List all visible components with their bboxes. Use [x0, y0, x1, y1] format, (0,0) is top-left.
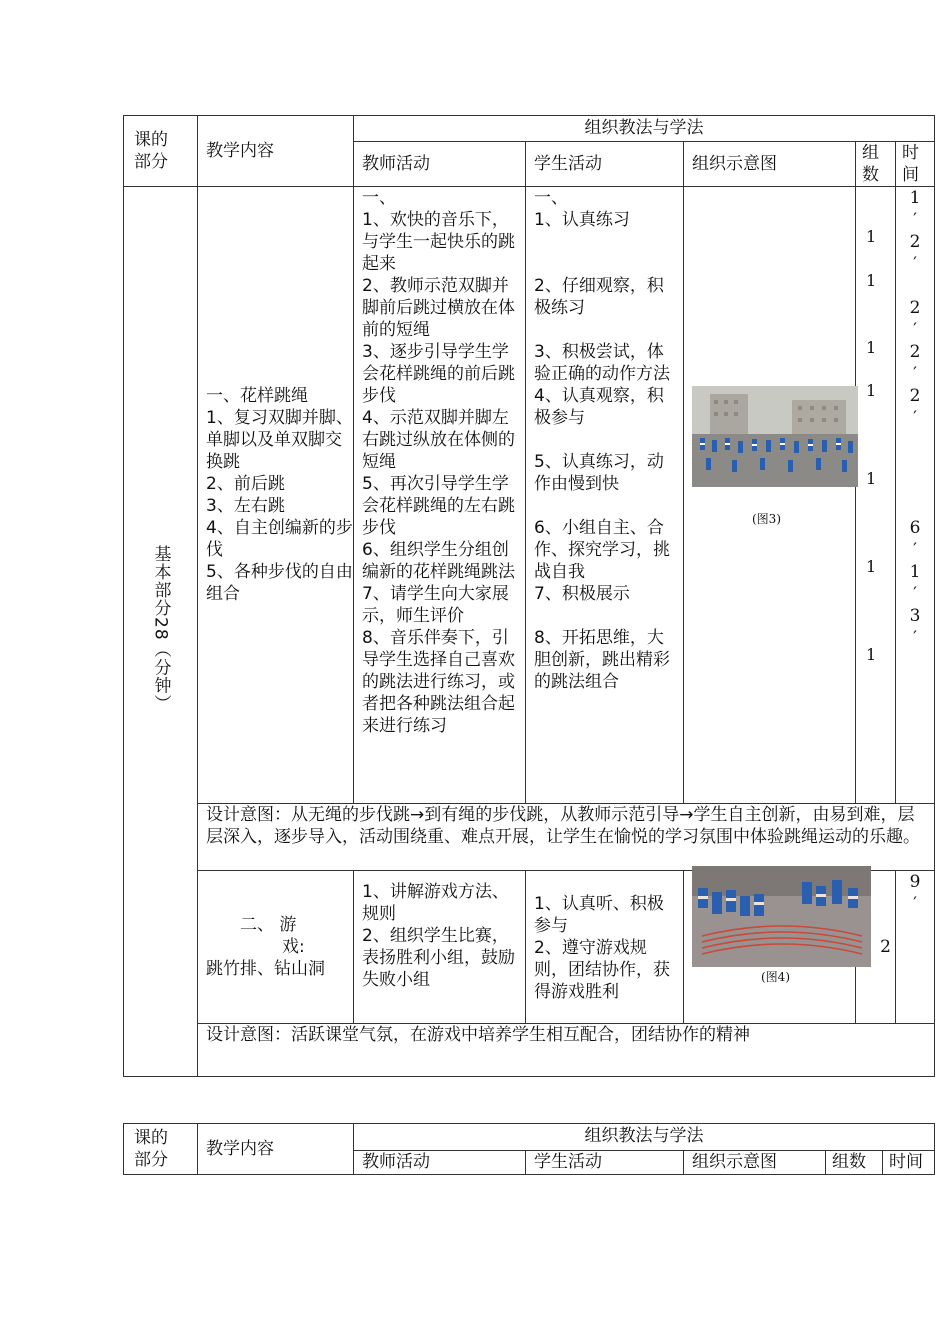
- part1-student: 一、 1、认真练习 2、仔细观察，积极练习 3、积极尝试，体验正确的动作方法 4、认真观察，积极参与 5、认真练习，动作由慢到快 6、小组自主、合作、探究学习，挑战自我 7、积极展示 8、开拓思维，大胆创新，跳出精彩的跳法组合: [526, 187, 684, 804]
- skipping-class-photo: [692, 386, 858, 487]
- part1-group-4: 1: [866, 381, 877, 400]
- header-teacher: 教师活动: [354, 142, 526, 187]
- next-header-diagram: 组织示意图: [684, 1150, 826, 1174]
- part2-teacher: 1、讲解游戏方法、规则 2、组织学生比赛，表扬胜利小组，鼓励失败小组: [354, 871, 526, 1024]
- header-methods: 组织教法与学法: [354, 116, 935, 142]
- part1-time: 1 ′ 2 ′ 2 ′ 2 ′ 2 ′ 6 ′ 1 ′ 3 ′: [896, 187, 935, 804]
- part1-group-3: 1: [866, 338, 877, 357]
- part2-content: [198, 871, 354, 1024]
- figure-4-caption: (图4): [761, 970, 790, 984]
- next-header-section: 课的 部分: [124, 1124, 198, 1175]
- part2-time: 9 ′: [896, 871, 935, 1024]
- header-time: 时 间: [896, 142, 935, 187]
- part1-group-5: 1: [866, 469, 877, 488]
- part2-groups: 2: [856, 871, 896, 1024]
- next-header-teacher: 教师活动: [354, 1150, 526, 1174]
- part2-content-line1: 二、 游: [240, 915, 297, 935]
- next-header-time: 时间: [883, 1150, 935, 1174]
- header-content: 教学内容: [198, 116, 354, 187]
- part2-student: 1、认真听、积极参与 2、遵守游戏规则，团结协作，获得游戏胜利: [526, 871, 684, 1024]
- part1-content: 一、花样跳绳 1、复习双脚并脚、单脚以及单双脚交换跳 2、前后跳 3、左右跳 4、自主创编新的步伐 5、各种步伐的自由组合: [198, 187, 354, 804]
- part1-group-6: 1: [866, 557, 877, 576]
- lesson-plan-table-next: [123, 1123, 935, 1175]
- figure-3-caption: (图3): [752, 512, 781, 526]
- header-student: 学生活动: [526, 142, 684, 187]
- part2-content-line3: 跳竹排、钻山洞: [206, 959, 325, 979]
- part1-group-7: 1: [866, 645, 877, 664]
- part1-group-2: 1: [866, 271, 877, 290]
- part1-design-intent: 设计意图：从无绳的步伐跳→到有绳的步伐跳，从教师示范引导→学生自主创新，由易到难，层层深入，逐步导入，活动围绕重、难点开展，让学生在愉悦的学习氛围中体验跳绳运动的乐趣。: [198, 804, 935, 871]
- header-diagram: 组织示意图: [684, 142, 856, 187]
- next-header-groups: 组数: [826, 1150, 883, 1174]
- next-header-content: 教学内容: [198, 1124, 354, 1175]
- section-cell: [124, 187, 198, 1077]
- bamboo-game-photo: [692, 866, 871, 967]
- next-header-methods: 组织教法与学法: [354, 1124, 935, 1151]
- header-section: 课的 部分: [124, 116, 198, 187]
- part2-design-intent: 设计意图：活跃课堂气氛，在游戏中培养学生相互配合，团结协作的精神: [198, 1024, 935, 1077]
- part2-content-line2: 戏:: [282, 937, 305, 957]
- part1-diagram: [684, 187, 856, 804]
- part1-group-1: 1: [866, 227, 877, 246]
- next-header-student: 学生活动: [526, 1150, 684, 1174]
- header-groups: 组 数: [856, 142, 896, 187]
- section-name: 基本部分28（分钟）: [150, 544, 171, 713]
- part1-teacher: 一、 1、欢快的音乐下，与学生一起快乐的跳起来 2、教师示范双脚并脚前后跳过横放在体前的短绳 3、逐步引导学生学会花样跳绳的前后跳步伐 4、示范双脚并脚左右跳过纵放在体侧的短绳 5、再次引导学生学会花样跳绳的左右跳步伐 6、组织学生分组创编新的花样跳绳跳法 7、请学生向大家展示，师生评价 8、音乐伴奏下，引导学生选择自己喜欢的跳法进行练习，或者把各种跳法组合起来进行练习: [354, 187, 526, 804]
